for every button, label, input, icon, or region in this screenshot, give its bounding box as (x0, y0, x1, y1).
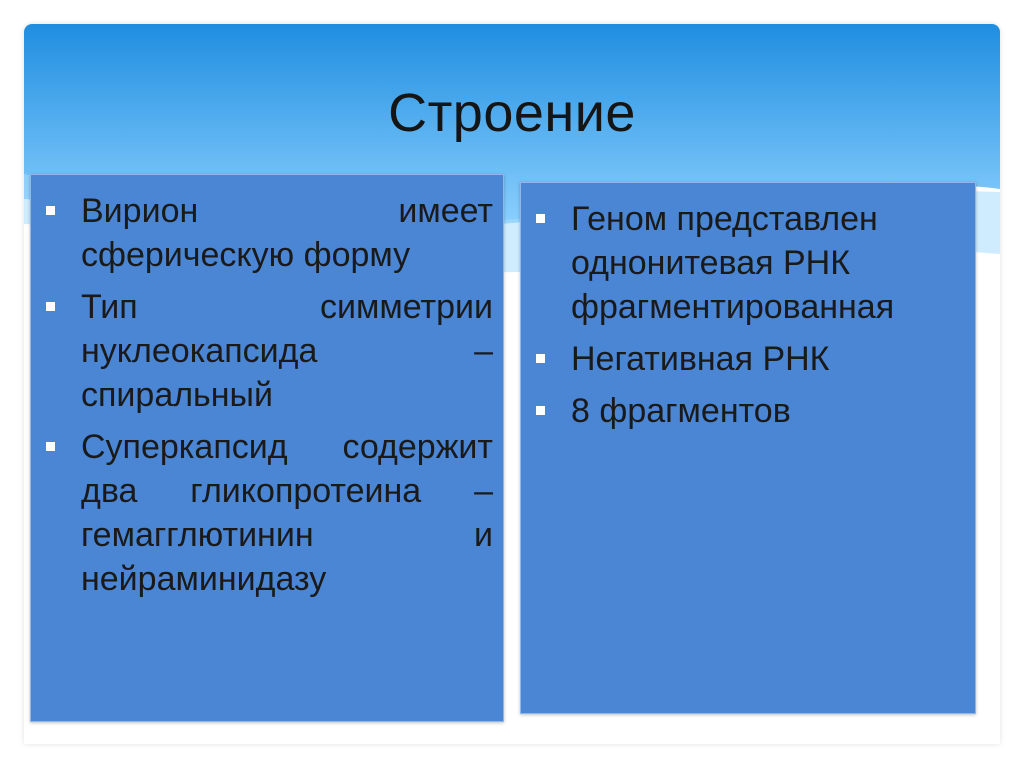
bullet-text: Негативная РНК (571, 340, 830, 378)
list-item (571, 337, 971, 381)
list-item (571, 389, 971, 433)
list-item (571, 197, 971, 329)
slide-title: Строение (388, 83, 636, 143)
square-bullet-icon (46, 442, 55, 451)
bullet-text: Вирион имеет сферическую форму (81, 192, 493, 274)
right-bullet-list (571, 197, 971, 441)
square-bullet-icon (536, 406, 545, 415)
list-item (81, 425, 493, 601)
left-content-box (30, 174, 504, 722)
bullet-text: 8 фрагментов (571, 392, 791, 430)
bullet-text: Тип симметрии нуклеокапсида – спиральный (81, 288, 493, 414)
square-bullet-icon (46, 302, 55, 311)
list-item (81, 285, 493, 417)
slide (24, 24, 1000, 744)
list-item (81, 189, 493, 277)
bullet-text: Суперкапсид содержит два гликопротеина – гемагглютинин и нейраминидазу (81, 428, 493, 598)
square-bullet-icon (536, 354, 545, 363)
right-content-box (520, 182, 976, 714)
square-bullet-icon (536, 214, 545, 223)
bullet-text: Геном представлен однонитевая РНК фрагментированная (571, 200, 895, 326)
left-bullet-list (81, 189, 493, 609)
square-bullet-icon (46, 206, 55, 215)
